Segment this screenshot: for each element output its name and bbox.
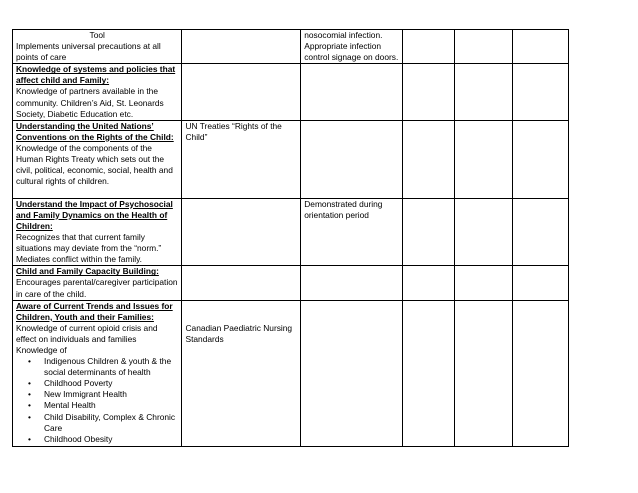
table-row	[13, 64, 569, 120]
empty-cell	[454, 64, 512, 120]
bullet-icon: •	[28, 433, 31, 444]
competency-heading: Understand the Impact of Psychosocial and Family Dynamics on the Health of Children:	[16, 198, 173, 231]
resource-cell	[182, 266, 301, 300]
list-item	[28, 378, 178, 389]
empty-cell	[402, 300, 454, 446]
empty-cell	[512, 266, 568, 300]
resource-cell	[182, 300, 301, 446]
empty-cell	[402, 64, 454, 120]
table-row	[13, 30, 569, 64]
list-item	[28, 389, 178, 400]
competency-top-text: Tool	[89, 30, 105, 40]
competency-cell	[13, 266, 182, 300]
competency-heading: Knowledge of systems and policies that affect child and Family:	[16, 64, 176, 86]
empty-cell	[512, 198, 568, 266]
empty-cell	[512, 300, 568, 446]
list-item	[28, 411, 178, 434]
table-row	[13, 198, 569, 266]
empty-cell	[454, 30, 512, 64]
empty-cell	[402, 266, 454, 300]
resource-text: Canadian Paediatric Nursing Standards	[185, 322, 293, 344]
empty-cell	[512, 120, 568, 198]
competency-cell	[13, 300, 182, 446]
competency-heading: Child and Family Capacity Building:	[16, 266, 159, 277]
resource-cell	[182, 120, 301, 198]
competency-text: Knowledge of partners available in the community. Children’s Aid, St. Leonards Society, Diabetic Education etc.	[16, 86, 164, 119]
empty-cell	[454, 300, 512, 446]
competency-heading: Understanding the United Nations’ Conventions on the Rights of the Child:	[16, 120, 174, 142]
list-item-label: Child Disability, Complex & Chronic Care	[44, 411, 176, 433]
bullet-icon: •	[28, 378, 31, 389]
resource-cell	[182, 198, 301, 266]
empty-cell	[402, 198, 454, 266]
evidence-cell	[301, 64, 402, 120]
competency-cell	[13, 64, 182, 120]
competency-cell	[13, 198, 182, 266]
competency-text: Knowledge of current opioid crisis and effect on individuals and families	[16, 322, 158, 344]
trend-list	[16, 356, 178, 445]
bullet-icon: •	[28, 400, 31, 411]
empty-cell	[454, 198, 512, 266]
list-item-label: Indigenous Children & youth & the social determinants of health	[44, 356, 172, 378]
empty-cell	[454, 120, 512, 198]
bullet-icon: •	[28, 356, 31, 367]
competency-table	[12, 29, 569, 447]
bullet-icon: •	[28, 411, 31, 422]
competency-text: Recognizes that that current family situations may deviate from the “norm.” Mediates conflict within the family.	[16, 232, 162, 265]
evidence-cell	[301, 300, 402, 446]
evidence-cell	[301, 198, 402, 266]
evidence-cell	[301, 266, 402, 300]
table-row	[13, 266, 569, 300]
empty-cell	[512, 30, 568, 64]
empty-cell	[512, 64, 568, 120]
bullet-icon: •	[28, 389, 31, 400]
evidence-cell	[301, 120, 402, 198]
table-row	[13, 120, 569, 198]
list-item	[28, 433, 178, 445]
competency-cell	[13, 120, 182, 198]
empty-cell	[402, 30, 454, 64]
list-item	[28, 400, 178, 411]
list-item-label: Childhood Obesity	[44, 433, 113, 444]
resource-cell	[182, 30, 301, 64]
competency-text-2: Knowledge of	[16, 344, 67, 355]
evidence-text: nosocomial infection. Appropriate infection control signage on doors.	[304, 30, 399, 63]
empty-cell	[402, 120, 454, 198]
evidence-cell	[301, 30, 402, 64]
empty-cell	[454, 266, 512, 300]
list-item-label: Mental Health	[44, 400, 96, 411]
table-row	[13, 300, 569, 446]
list-item	[28, 356, 178, 378]
competency-text: Knowledge of the components of the Human Rights Treaty which sets out the civil, political, economic, social, health and cultural rights of children.	[16, 142, 173, 187]
competency-cell	[13, 30, 182, 64]
competency-text: Implements universal precautions at all points of care	[16, 41, 161, 63]
list-item-label: Childhood Poverty	[44, 378, 113, 389]
resource-cell	[182, 64, 301, 120]
resource-text: UN Treaties “Rights of the Child”	[185, 120, 282, 142]
list-item-label: New Immigrant Health	[44, 389, 127, 400]
evidence-text: Demonstrated during orientation period	[304, 198, 383, 220]
competency-text: Encourages parental/caregiver participation in care of the child.	[16, 277, 178, 299]
competency-heading: Aware of Current Trends and Issues for Children, Youth and their Families:	[16, 300, 173, 322]
